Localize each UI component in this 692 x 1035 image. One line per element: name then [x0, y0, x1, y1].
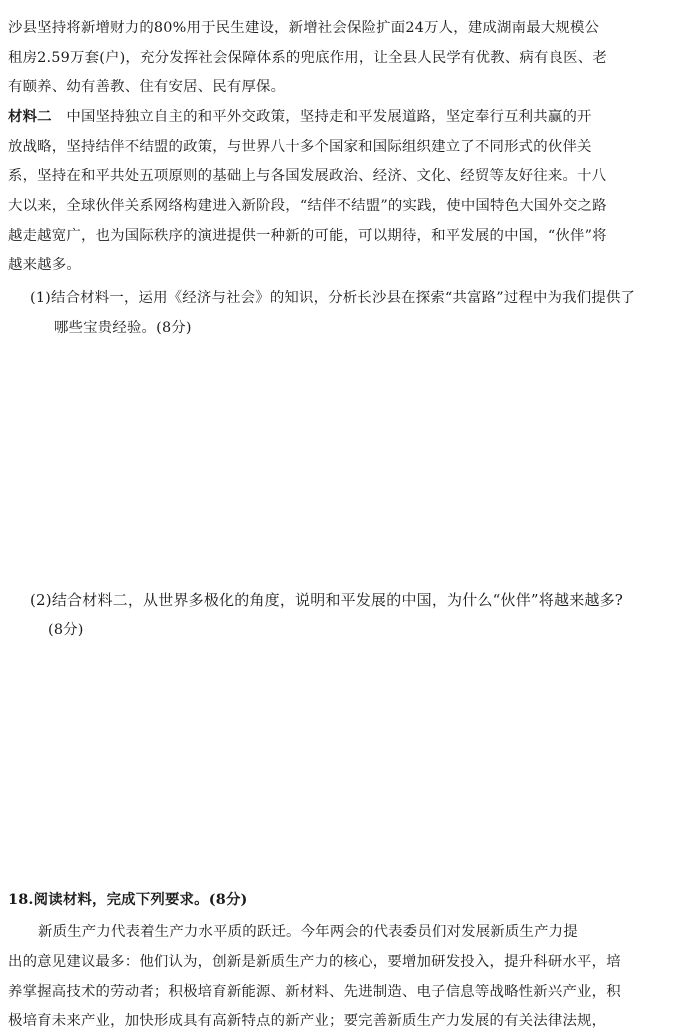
material2-line-1: 中国坚持独立自主的和平外交政策，坚持走和平发展道路，坚定奉行互利共赢的开	[51, 109, 592, 125]
material2-line-5: 越走越宽广，也为国际秩序的演进提供一种新的可能，可以期待，和平发展的中国，“伙伴”将	[8, 228, 607, 244]
question18-line-4: 极培育未来产业，加快形成具有高新特点的新产业；要完善新质生产力发展的有关法律法规，	[8, 1013, 607, 1029]
material1-line-3: 有颐养、幼有善教、住有安居、民有厚保。	[8, 79, 286, 95]
material1-line-1: 沙县坚持将新增财力的80%用于民生建设，新增社会保险扩面24万人，建成湖南最大规模公	[8, 20, 600, 36]
question18-line-3: 养掌握高技术的劳动者；积极培育新能源、新材料、先进制造、电子信息等战略性新兴产业，积	[8, 984, 621, 1000]
material2-line-2: 放战略，坚持结伴不结盟的政策，与世界八十多个国家和国际组织建立了不同形式的伙伴关	[8, 139, 592, 155]
question2-line-2: (8分)	[48, 622, 84, 638]
material2-first-line	[8, 107, 592, 127]
material2-line-4: 大以来，全球伙伴关系网络构建进入新阶段，“结伴不结盟”的实践，使中国特色大国外交之路	[8, 198, 607, 214]
question18-line-2: 出的意见建议最多：他们认为，创新是新质生产力的核心，要增加研发投入，提升科研水平，培	[8, 954, 621, 970]
material2-label: 材料二	[8, 108, 52, 125]
question2-line-1: (2)结合材料二，从世界多极化的角度，说明和平发展的中国，为什么“伙伴”将越来越多?	[30, 591, 624, 609]
question1-line-2: 哪些宝贵经验。(8分)	[54, 320, 192, 336]
material2-line-3: 系，坚持在和平共处五项原则的基础上与各国发展政治、经济、文化、经贸等友好往来。十八	[8, 168, 607, 184]
question18-line-1: 新质生产力代表着生产力水平质的跃迁。今年两会的代表委员们对发展新质生产力提	[38, 924, 578, 940]
question2-answer-area[interactable]	[8, 648, 684, 883]
question1-answer-area[interactable]	[8, 345, 684, 580]
material2-line-6: 越来越多。	[8, 257, 81, 273]
question1-line-1: (1)结合材料一，运用《经济与社会》的知识，分析长沙县在探索“共富路”过程中为我们提供了	[30, 290, 636, 306]
question18-heading: 18.阅读材料，完成下列要求。(8分)	[8, 891, 248, 908]
material1-line-2: 租房2.59万套(户)，充分发挥社会保障体系的兜底作用，让全县人民学有优教、病有良医、老	[8, 50, 607, 66]
